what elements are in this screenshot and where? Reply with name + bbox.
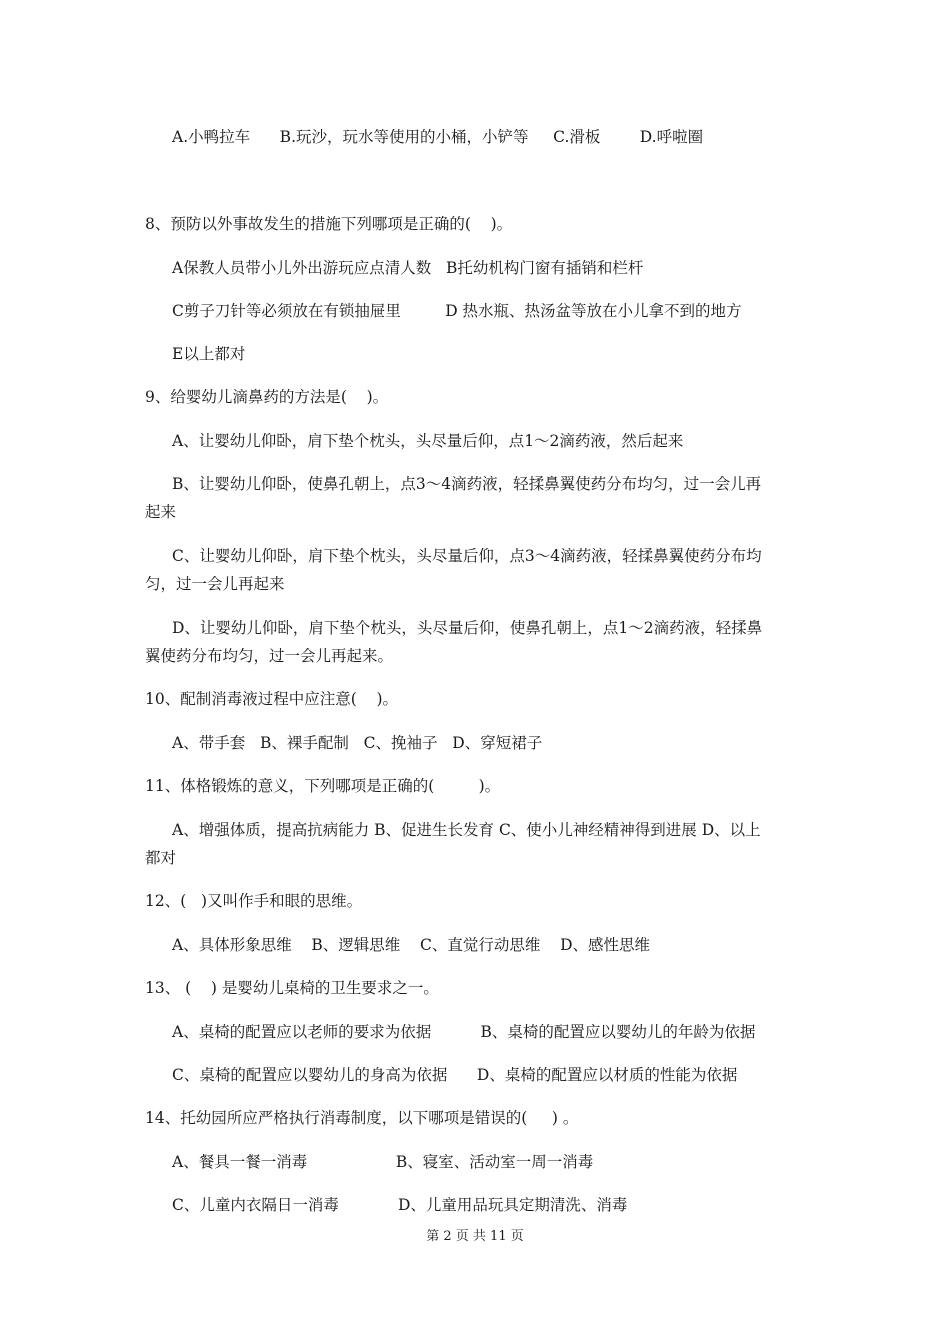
q7-options: A.小鸭拉车 B.玩沙，玩水等使用的小桶，小铲等 C.滑板 D.呼啦圈 bbox=[172, 128, 704, 146]
question-13-stem: 13、 ( ) 是婴幼儿桌椅的卫生要求之一。 bbox=[145, 979, 439, 997]
question-14-stem: 14、托幼园所应严格执行消毒制度，以下哪项是错误的( ) 。 bbox=[145, 1109, 579, 1127]
question-8-options-line-3: E以上都对 bbox=[172, 345, 246, 363]
question-14-options-line-2: C、儿童内衣隔日一消毒 D、儿童用品玩具定期清洗、消毒 bbox=[172, 1196, 628, 1214]
question-11-options-cont: 都对 bbox=[145, 849, 177, 867]
question-13-options-line-2: C、桌椅的配置应以婴幼儿的身高为依据 D、桌椅的配置应以材质的性能为依据 bbox=[172, 1066, 738, 1084]
question-9-option-b: B、让婴幼儿仰卧，使鼻孔朝上，点3～4滴药液，轻揉鼻翼使药分布均匀，过一会儿再 bbox=[172, 475, 762, 493]
question-9-stem: 9、给婴幼儿滴鼻药的方法是( )。 bbox=[145, 388, 389, 406]
question-9-option-d-cont: 翼使药分布均匀，过一会儿再起来。 bbox=[145, 647, 394, 665]
question-14-options-line-1: A、餐具一餐一消毒 B、寝室、活动室一周一消毒 bbox=[172, 1153, 594, 1171]
question-9-option-d: D、让婴幼儿仰卧，肩下垫个枕头，头尽量后仰，使鼻孔朝上，点1～2滴药液，轻揉鼻 bbox=[172, 619, 763, 637]
question-13-options-line-1: A、桌椅的配置应以老师的要求为依据 B、桌椅的配置应以婴幼儿的年龄为依据 bbox=[172, 1023, 756, 1041]
question-8-options-line-2: C剪子刀针等必须放在有锁抽屉里 D 热水瓶、热汤盆等放在小儿拿不到的地方 bbox=[172, 302, 742, 320]
question-9-option-a: A、让婴幼儿仰卧，肩下垫个枕头，头尽量后仰，点1～2滴药液，然后起来 bbox=[172, 432, 684, 450]
question-12-stem: 12、( )又叫作手和眼的思维。 bbox=[145, 892, 363, 910]
question-8-stem: 8、预防以外事故发生的措施下列哪项是正确的( )。 bbox=[145, 215, 513, 233]
question-9-option-c: C、让婴幼儿仰卧，肩下垫个枕头，头尽量后仰，点3～4滴药液，轻揉鼻翼使药分布均 bbox=[172, 547, 762, 565]
question-11-stem: 11、体格锻炼的意义，下列哪项是正确的( )。 bbox=[145, 777, 501, 795]
question-8-options-line-1: A保教人员带小儿外出游玩应点清人数 B托幼机构门窗有插销和栏杆 bbox=[172, 259, 644, 277]
question-9-option-c-cont: 匀，过一会儿再起来 bbox=[145, 575, 285, 593]
page-footer: 第 2 页 共 11 页 bbox=[426, 1229, 524, 1244]
question-9-option-b-cont: 起来 bbox=[145, 503, 177, 521]
question-11-options: A、增强体质，提高抗病能力 B、促进生长发育 C、使小儿神经精神得到进展 D、以上 bbox=[172, 821, 761, 839]
question-10-stem: 10、配制消毒液过程中应注意( )。 bbox=[145, 690, 399, 708]
question-10-options: A、带手套 B、裸手配制 C、挽袖子 D、穿短裙子 bbox=[172, 734, 543, 752]
question-12-options: A、具体形象思维 B、逻辑思维 C、直觉行动思维 D、感性思维 bbox=[172, 936, 650, 954]
